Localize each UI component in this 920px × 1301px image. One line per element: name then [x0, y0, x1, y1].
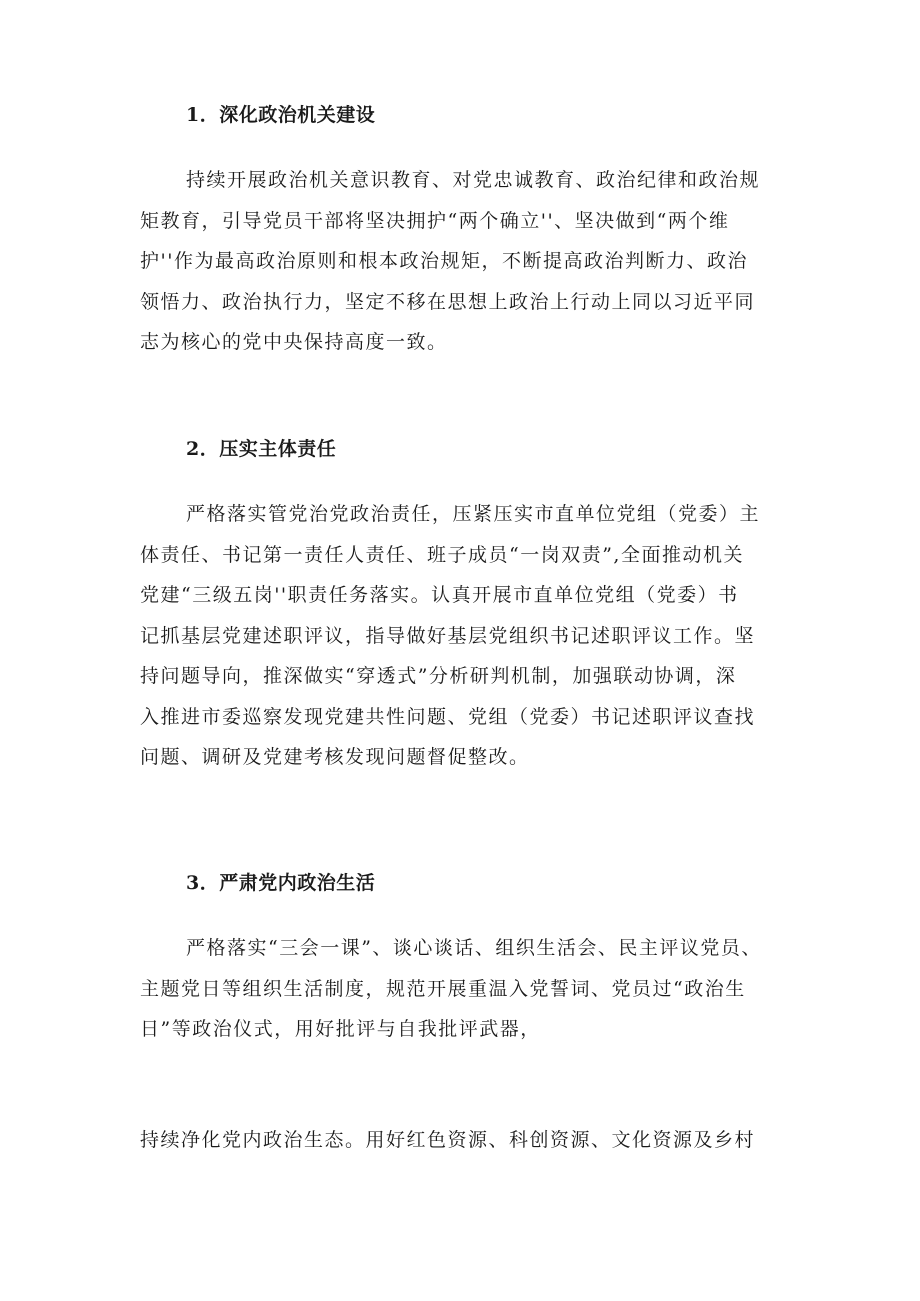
paragraph-line: 严格落实管党治党政治责任，压紧压实市直单位党组（党委）主 [186, 503, 761, 525]
paragraph-line: 记抓基层党建述职评议，指导做好基层党组织书记述职评议工作。坚 [140, 624, 756, 647]
section-1-paragraph [140, 160, 800, 363]
paragraph-line: 严格落实“三会一课”、谈心谈话、组织生活会、民主评议党员、 [186, 937, 762, 959]
trailing-paragraph [140, 1120, 800, 1161]
paragraph-line: 入推进市委巡察发现党建共性问题、党组（党委）书记述职评议查找 [140, 705, 756, 728]
paragraph-line: 志为核心的党中央保持高度一致。 [140, 331, 448, 353]
paragraph-line: 持续净化党内政治生态。用好红色资源、科创资源、文化资源及乡村 [140, 1129, 756, 1151]
paragraph-line: 党建“三级五岗''职责任务落实。认真开展市直单位党组（党委）书 [140, 584, 739, 606]
section-1-heading: 1．深化政治机关建设 [186, 104, 376, 126]
section-2-paragraph [140, 494, 800, 778]
section-3-paragraph [140, 928, 800, 1050]
paragraph-line: 日”等政治仪式，用好批评与自我批评武器， [140, 1018, 541, 1040]
section-2-heading: 2．压实主体责任 [186, 438, 337, 460]
paragraph-line: 主题党日等组织生活制度，规范开展重温入党誓词、党员过“政治生 [140, 977, 746, 1000]
paragraph-line: 体责任、书记第一责任人责任、班子成员“一岗双责”,全面推动机关 [140, 543, 744, 566]
paragraph-line: 护''作为最高政治原则和根本政治规矩，不断提高政治判断力、政治 [140, 250, 748, 272]
paragraph-line: 持问题导向，推深做实“穿透式”分析研判机制，加强联动协调，深 [140, 665, 737, 687]
paragraph-line: 问题、调研及党建考核发现问题督促整改。 [140, 746, 530, 768]
section-3-heading: 3．严肃党内政治生活 [186, 872, 376, 894]
paragraph-line: 领悟力、政治执行力，坚定不移在思想上政治上行动上同以习近平同 [140, 290, 756, 313]
paragraph-line: 矩教育，引导党员干部将坚决拥护“两个确立''、坚决做到“两个维 [140, 209, 730, 232]
paragraph-line: 持续开展政治机关意识教育、对党忠诚教育、政治纪律和政治规 [186, 169, 761, 191]
